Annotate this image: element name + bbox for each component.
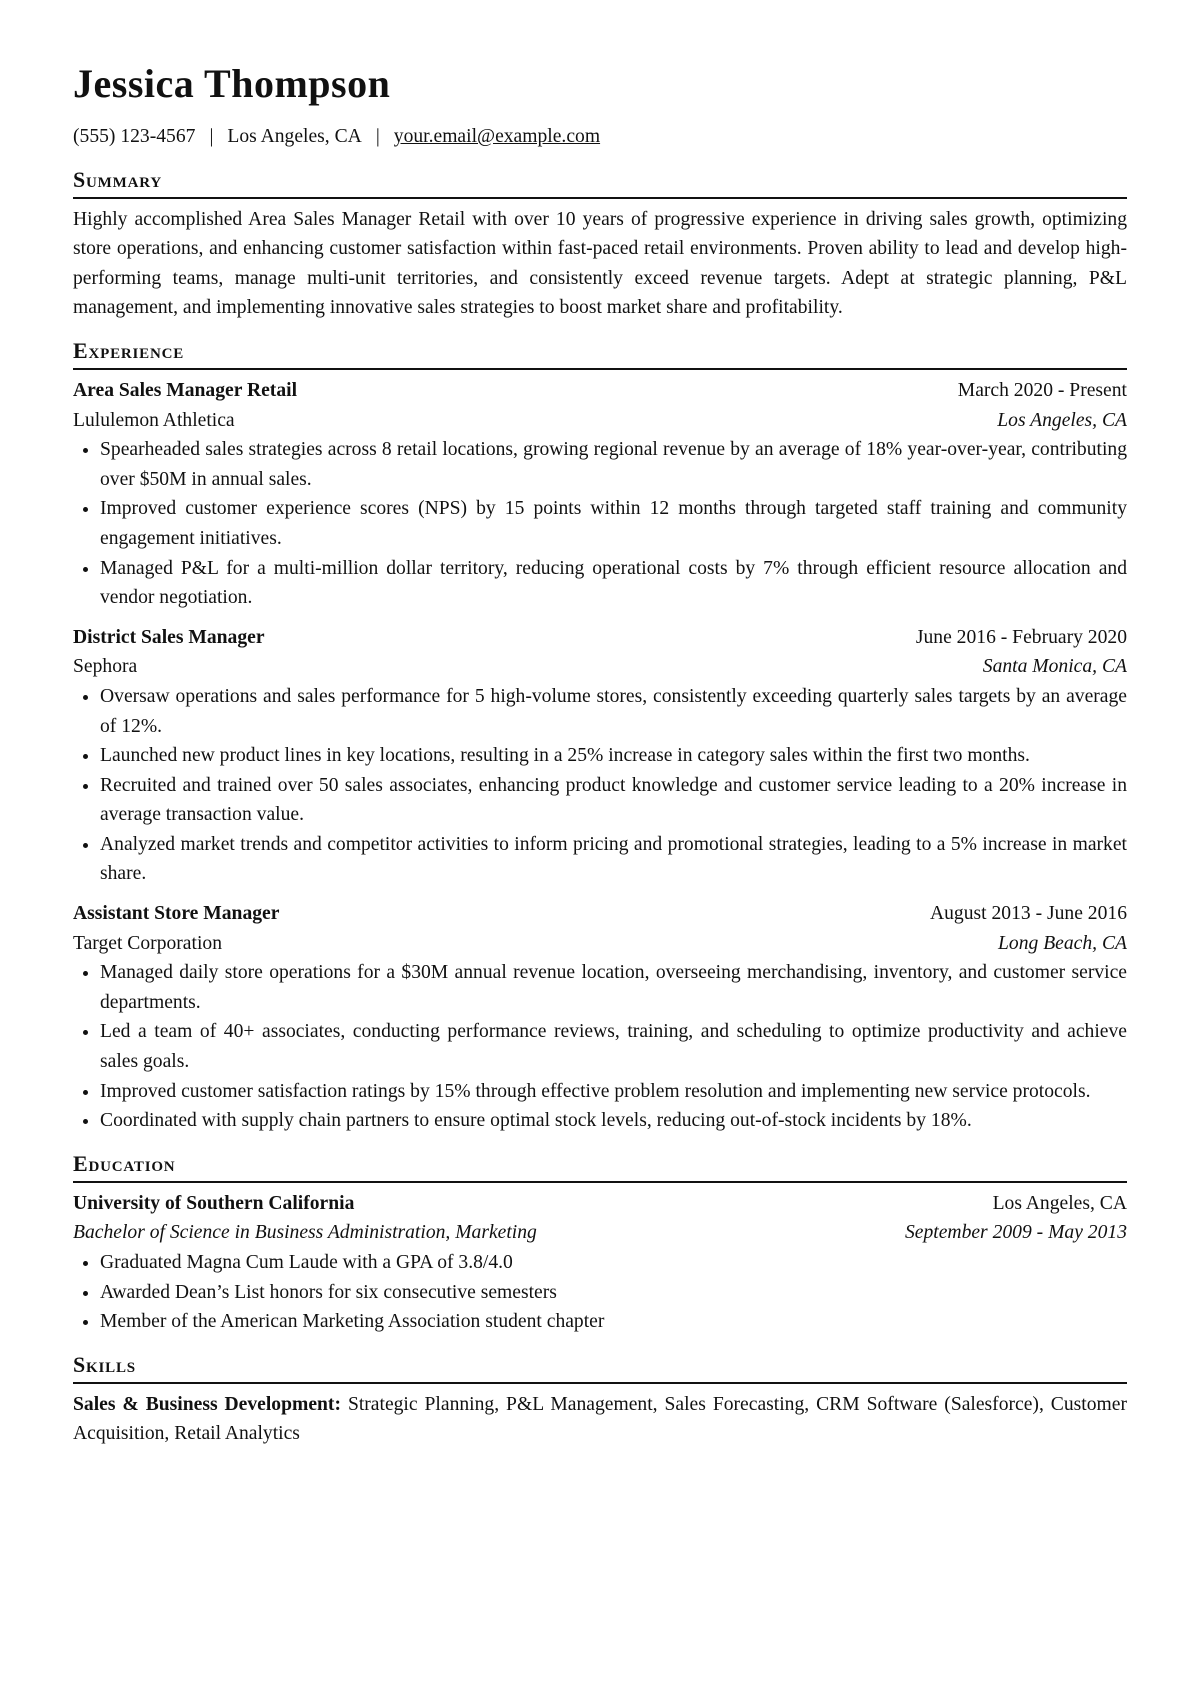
company-name: Sephora	[73, 656, 138, 678]
list-item: • Oversaw operations and sales performance for 5 high-volume stores, consistently exceeding quarterly sales targets by an average of 12%.	[100, 682, 1127, 741]
section-heading: Summary	[73, 166, 1127, 199]
list-item: • Coordinated with supply chain partners to ensure optimal stock levels, reducing out-of-stock incidents by 18%.	[100, 1106, 1127, 1136]
location: Los Angeles, CA	[227, 126, 362, 147]
education-bullets	[73, 1248, 1127, 1337]
job-dates: August 2013 - June 2016	[929, 903, 1127, 925]
experience-section	[73, 337, 1127, 1136]
job-location: Los Angeles, CA	[997, 409, 1127, 431]
separator: |	[209, 126, 214, 147]
list-item: • Led a team of 40+ associates, conducting performance reviews, training, and scheduling to optimize productivity and achieve sales goals.	[100, 1017, 1127, 1076]
job-title: Assistant Store Manager	[73, 903, 280, 925]
school-name: University of Southern California	[73, 1192, 355, 1214]
list-item: • Graduated Magna Cum Laude with a GPA of 3.8/4.0	[100, 1248, 1127, 1278]
separator: |	[375, 126, 380, 147]
job-entry	[73, 899, 1127, 1136]
job-dates: March 2020 - Present	[957, 379, 1127, 401]
job-bullets	[73, 682, 1127, 889]
job-title: Area Sales Manager Retail	[73, 379, 298, 401]
section-heading: Experience	[73, 337, 1127, 370]
job-dates: June 2016 - February 2020	[915, 626, 1127, 648]
contact-line	[73, 122, 1127, 152]
list-item: • Member of the American Marketing Association student chapter	[100, 1307, 1127, 1337]
skills-text: Strategic Planning, P&L Management, Sales Forecasting, CRM Software (Salesforce), Customer Acquisition, Retail Analytics	[73, 1393, 1127, 1445]
company-name: Lululemon Athletica	[73, 409, 235, 431]
phone: (555) 123-4567	[73, 126, 196, 147]
list-item: • Managed P&L for a multi-million dollar territory, reducing operational costs by 7% through efficient resource allocation and vendor negotiation.	[100, 554, 1127, 613]
job-entry	[73, 376, 1127, 613]
job-location: Long Beach, CA	[998, 932, 1127, 954]
list-item: • Improved customer experience scores (NPS) by 15 points within 12 months through targeted staff training and community engagement initiatives.	[100, 494, 1127, 553]
list-item: • Analyzed market trends and competitor activities to inform pricing and promotional strategies, leading to a 5% increase in market share.	[100, 830, 1127, 889]
section-heading: Skills	[73, 1351, 1127, 1384]
education-dates: September 2009 - May 2013	[904, 1222, 1127, 1244]
job-title: District Sales Manager	[73, 626, 265, 648]
company-name: Target Corporation	[73, 932, 222, 954]
list-item: • Managed daily store operations for a $30M annual revenue location, overseeing merchandising, inventory, and customer service departments.	[100, 958, 1127, 1017]
degree: Bachelor of Science in Business Administration, Marketing	[73, 1222, 537, 1244]
section-heading: Education	[73, 1150, 1127, 1183]
list-item: • Spearheaded sales strategies across 8 retail locations, growing regional revenue by an average of 18% year-over-year, contributing over $50M in annual sales.	[100, 435, 1127, 494]
list-item: • Awarded Dean’s List honors for six consecutive semesters	[100, 1278, 1127, 1308]
job-location: Santa Monica, CA	[982, 656, 1127, 678]
job-bullets	[73, 435, 1127, 613]
list-item: • Launched new product lines in key locations, resulting in a 25% increase in category sales within the first two months.	[100, 741, 1127, 771]
list-item: • Improved customer satisfaction ratings by 15% through effective problem resolution and implementing new service protocols.	[100, 1077, 1127, 1107]
job-entry	[73, 623, 1127, 889]
school-location: Los Angeles, CA	[992, 1192, 1127, 1214]
job-bullets	[73, 958, 1127, 1136]
skills-line	[73, 1390, 1127, 1449]
summary-section	[73, 166, 1127, 323]
summary-text: Highly accomplished Area Sales Manager Retail with over 10 years of progressive experience in driving sales growth, optimizing store operations, and enhancing customer satisfaction within fast-paced retail environments. Proven ability to lead and develop high-performing teams, manage multi-unit territories, and consistently exceed revenue targets. Adept at strategic planning, P&L management, and implementing innovative sales strategies to boost market share and profitability.	[73, 208, 1127, 319]
skills-label: Sales & Business Development:	[73, 1393, 341, 1415]
list-item: • Recruited and trained over 50 sales associates, enhancing product knowledge and customer service leading to a 20% increase in average transaction value.	[100, 771, 1127, 830]
candidate-name: Jessica Thompson	[73, 61, 391, 106]
skills-section	[73, 1351, 1127, 1449]
education-section	[73, 1150, 1127, 1337]
email-link[interactable]: your.email@example.com	[393, 126, 601, 147]
resume-page	[73, 60, 1127, 1449]
